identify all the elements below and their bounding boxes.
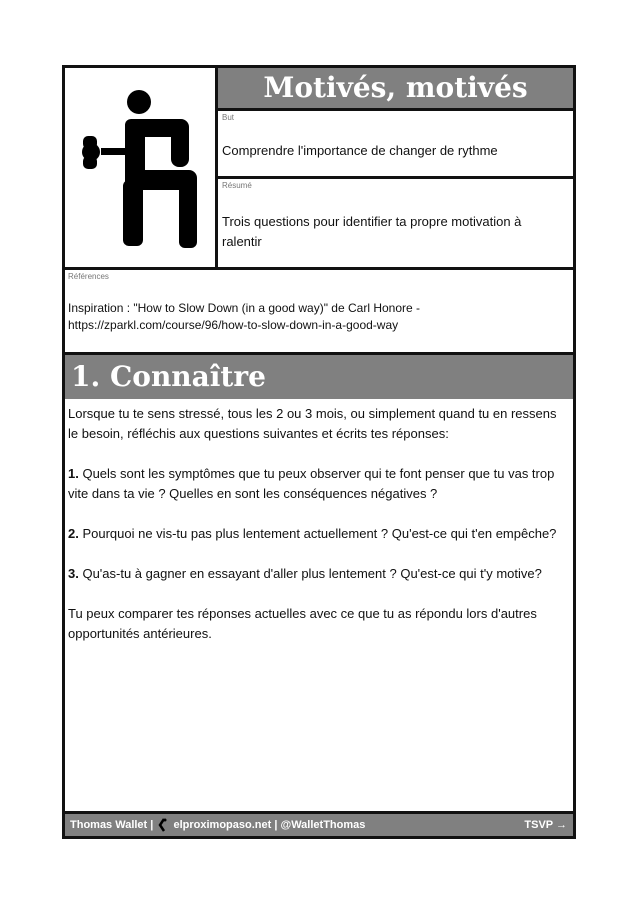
resume-label: Résumé	[222, 181, 252, 190]
but-label: But	[222, 113, 235, 122]
footprint-icon	[158, 818, 168, 832]
card-title-bar	[218, 68, 573, 111]
but-value: Comprendre l'importance de changer de rythme	[222, 143, 498, 158]
footer-site-link[interactable]: elproximopaso.net	[173, 819, 272, 831]
footer-author: Thomas Wallet |	[70, 819, 154, 831]
section-closing: Tu peux comparer tes réponses actuelles avec ce que tu as répondu lors d'autres opportunités antérieures.	[68, 606, 537, 641]
wind-up-figure-icon	[71, 76, 209, 261]
question-number: 3.	[68, 566, 79, 581]
resume-field	[218, 179, 573, 267]
but-field	[218, 111, 573, 179]
footer-handle[interactable]: | @WalletThomas	[274, 819, 366, 831]
question-number: 1.	[68, 466, 79, 481]
footer-credits	[70, 814, 365, 836]
activity-card	[62, 65, 576, 839]
question-text: Pourquoi ne vis-tu pas plus lentement actuellement ? Qu'est-ce qui t'en empêche?	[78, 526, 557, 541]
logo-box	[65, 68, 218, 267]
card-footer	[65, 811, 573, 836]
section-body	[68, 404, 558, 664]
question-text: Quels sont les symptômes que tu peux observer qui te font penser que tu vas trop vite dans ta vie ? Quelles en sont les conséquences négatives ?	[68, 466, 555, 501]
question-3	[68, 564, 558, 584]
section-header	[65, 355, 573, 399]
card-title: Motivés, motivés	[263, 71, 528, 104]
question-1	[68, 464, 558, 504]
references-label: Références	[68, 272, 109, 281]
section-title: 1. Connaître	[71, 360, 266, 393]
references-line-1: Inspiration : "How to Slow Down (in a good way)" de Carl Honore -	[68, 301, 421, 315]
resume-value: Trois questions pour identifier ta propre motivation à ralentir	[222, 214, 522, 249]
question-number: 2.	[68, 526, 79, 541]
references-line-2: https://zparkl.com/course/96/how-to-slow-down-in-a-good-way	[68, 318, 399, 332]
references-value	[68, 300, 568, 334]
question-2	[68, 524, 558, 544]
references-field	[65, 267, 573, 355]
question-text: Qu'as-tu à gagner en essayant d'aller plus lentement ? Qu'est-ce qui t'y motive?	[78, 566, 542, 581]
next-page-indicator[interactable]: TSVP →	[524, 819, 567, 831]
section-intro: Lorsque tu te sens stressé, tous les 2 ou 3 mois, ou simplement quand tu en ressens le besoin, réfléchis aux questions suivantes et écrits tes réponses:	[68, 406, 557, 441]
